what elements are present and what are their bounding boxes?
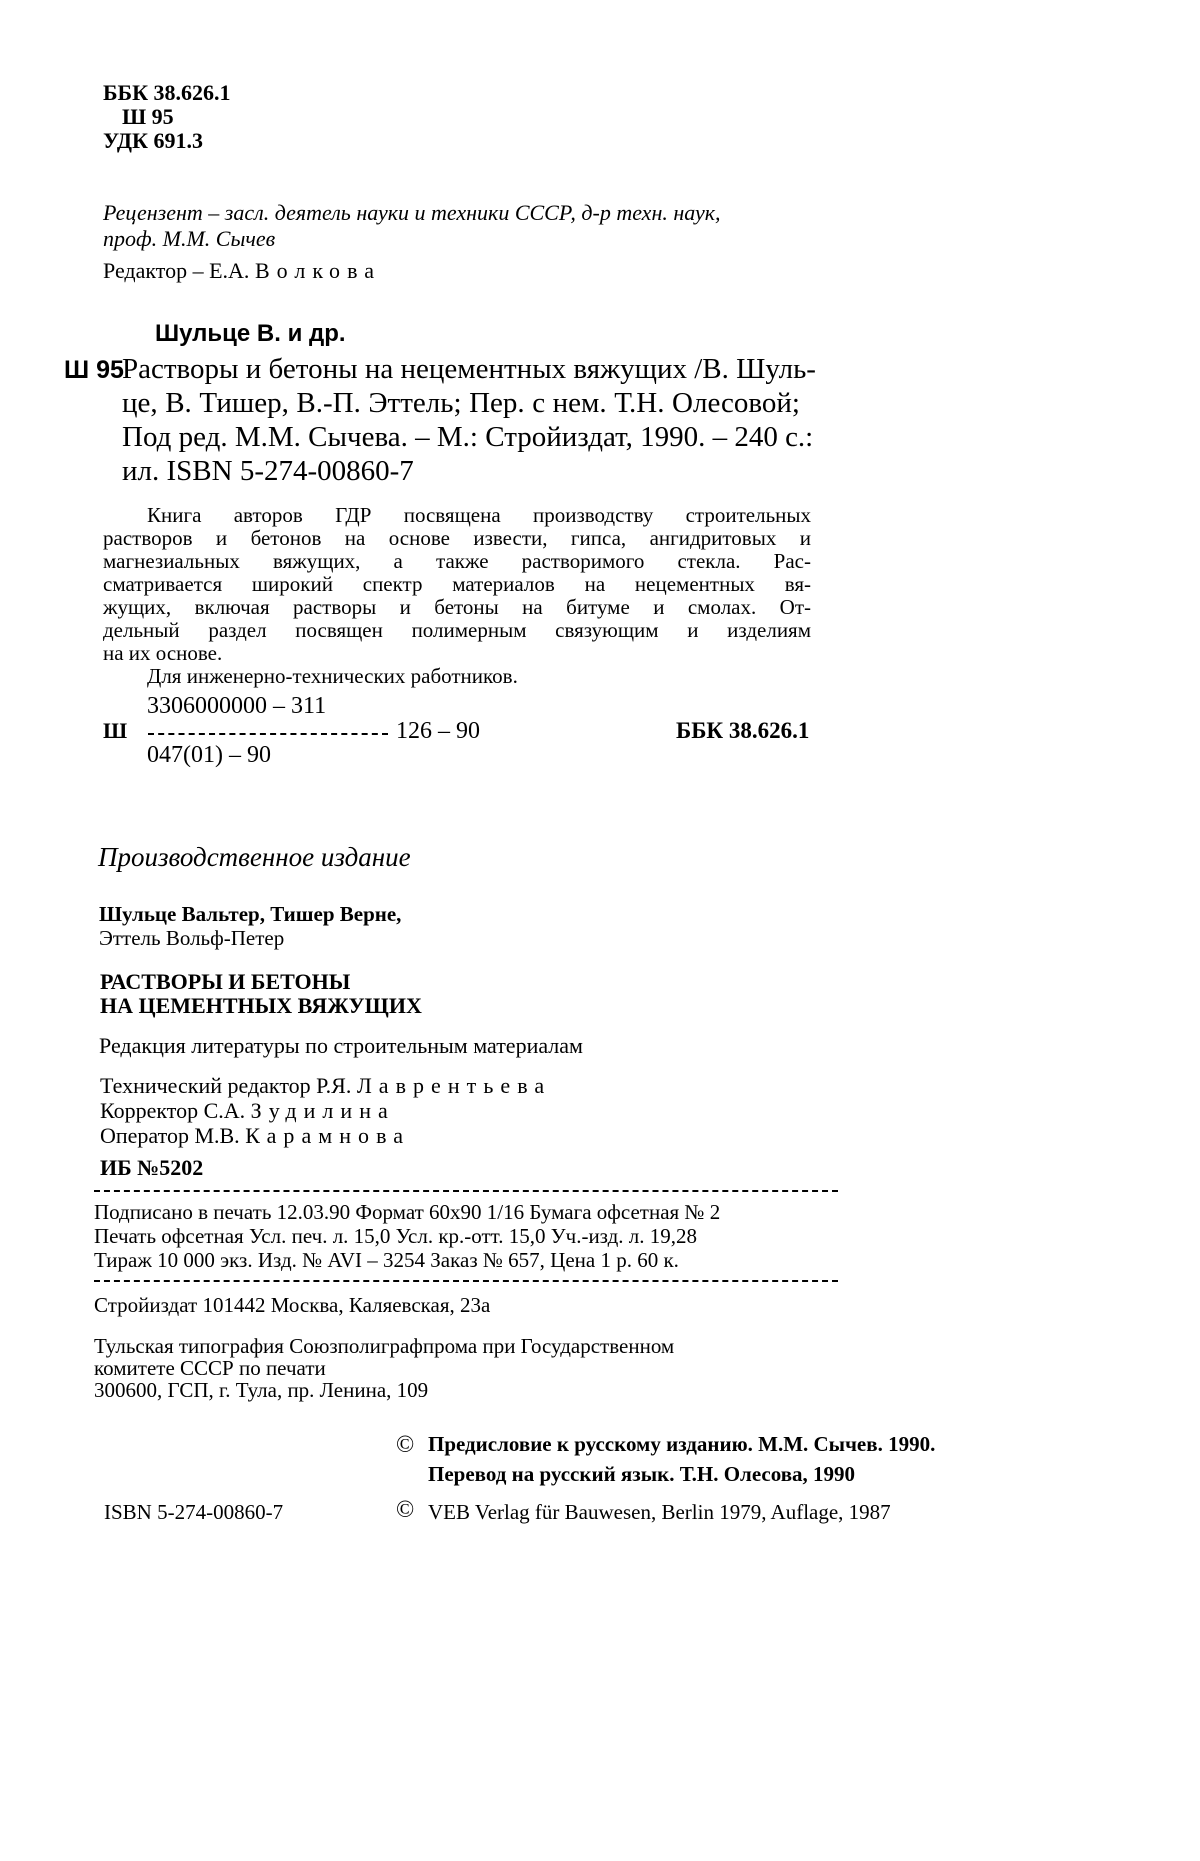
abstract [103, 504, 811, 688]
catalog-author: Шульце В. и др. [155, 320, 346, 347]
copyright-line: VEB Verlag für Bauwesen, Berlin 1979, Auflage, 1987 [428, 1500, 891, 1524]
index-prefix: Ш [103, 718, 128, 743]
author-mark: Ш 95 [122, 104, 174, 129]
index-numerator: 3306000000 – 311 [147, 693, 327, 719]
staff-name: Зудилина [250, 1098, 395, 1123]
publication-type: Производственное издание [98, 842, 411, 872]
abstract-last-line: на их основе. [103, 641, 223, 665]
print-info-line: Печать офсетная Усл. печ. л. 15,0 Усл. кр.-отт. 15,0 Уч.-изд. л. 19,28 [94, 1224, 698, 1248]
udk-code: УДК 691.3 [103, 128, 204, 153]
index-bbk: ББК 38.626.1 [676, 718, 810, 743]
staff-line [100, 1073, 551, 1099]
staff-line [100, 1098, 395, 1124]
print-info-line: Подписано в печать 12.03.90 Формат 60х90 1/16 Бумага офсетная № 2 [94, 1200, 721, 1224]
catalog-line: ил. ISBN 5-274-00860-7 [122, 455, 414, 487]
print-info-line: Тираж 10 000 экз. Изд. № AVI – 3254 Заказ № 657, Цена 1 р. 60 к. [94, 1248, 679, 1272]
staff-name: Лаврентьева [356, 1073, 552, 1098]
abstract-line: растворов и бетонов на основе извести, гипса, ангидритовых и [103, 526, 811, 550]
catalog-description [122, 352, 816, 488]
catalog-line: це, В. Тишер, В.-П. Эттель; Пер. с нем. Т.Н. Олесовой; [122, 387, 800, 419]
abstract-line: жущих, включая растворы и бетоны на битуме и смолах. От- [103, 595, 811, 619]
staff-role: Технический редактор Р.Я. [100, 1073, 352, 1098]
catalog-code: Ш 95 [64, 356, 124, 384]
staff-role: Корректор С.А. [100, 1098, 246, 1123]
editor-prefix: Редактор – Е.А. [103, 258, 250, 283]
staff-name: Карамнова [245, 1123, 411, 1148]
abstract-line: магнезиальных вяжущих, а также растворимого стекла. Рас- [103, 549, 811, 573]
staff-line [100, 1123, 410, 1149]
reviewer-line: Рецензент – засл. деятель науки и техники СССР, д-р техн. наук, [103, 200, 721, 225]
copyright-line: Перевод на русский язык. Т.Н. Олесова, 1990 [428, 1462, 856, 1486]
catalog-line: Растворы и бетоны на нецементных вяжущих /В. Шуль- [122, 353, 816, 385]
abstract-line: сматривается широкий спектр материалов на нецементных вя- [103, 572, 811, 596]
publisher-address: Стройиздат 101442 Москва, Каляевская, 23а [94, 1293, 491, 1317]
printer-line: комитете СССР по печати [94, 1356, 326, 1380]
book-title-line: РАСТВОРЫ И БЕТОНЫ [100, 969, 351, 994]
isbn: ISBN 5-274-00860-7 [104, 1500, 284, 1524]
staff-role: Оператор М.В. [100, 1123, 240, 1148]
copyright-symbol: © [396, 1432, 415, 1458]
copyright-line: Предисловие к русскому изданию. М.М. Сычев. 1990. [428, 1432, 936, 1456]
reviewer-name: проф. М.М. Сычев [103, 226, 276, 251]
index-fraction-line [148, 733, 388, 735]
divider-top [94, 1190, 838, 1192]
editorial-section: Редакция литературы по строительным материалам [99, 1033, 583, 1058]
ib-number: ИБ №5202 [100, 1155, 204, 1180]
copyright-symbol: © [396, 1497, 415, 1523]
divider-bottom [94, 1280, 838, 1282]
index-denominator: 047(01) – 90 [147, 742, 271, 768]
editor-name: Волкова [254, 258, 382, 283]
catalog-line: Под ред. М.М. Сычева. – М.: Стройиздат, 1990. – 240 с.: [122, 421, 814, 453]
abstract-line: Книга авторов ГДР посвящена производству строительных [147, 503, 811, 527]
printer-line: Тульская типография Союзполиграфпрома при Государственном [94, 1334, 675, 1358]
printer-line: 300600, ГСП, г. Тула, пр. Ленина, 109 [94, 1378, 429, 1402]
authors-line: Эттель Вольф-Петер [99, 926, 285, 950]
index-middle: 126 – 90 [396, 718, 480, 744]
authors-line: Шульце Вальтер, Тишер Верне, [99, 902, 402, 926]
audience: Для инженерно-технических работников. [147, 664, 518, 688]
abstract-line: дельный раздел посвящен полимерным связующим и изделиям [103, 618, 811, 642]
bbk-code: ББК 38.626.1 [103, 80, 231, 105]
editor-line [103, 258, 381, 284]
book-title-line: НА ЦЕМЕНТНЫХ ВЯЖУЩИХ [100, 993, 422, 1018]
